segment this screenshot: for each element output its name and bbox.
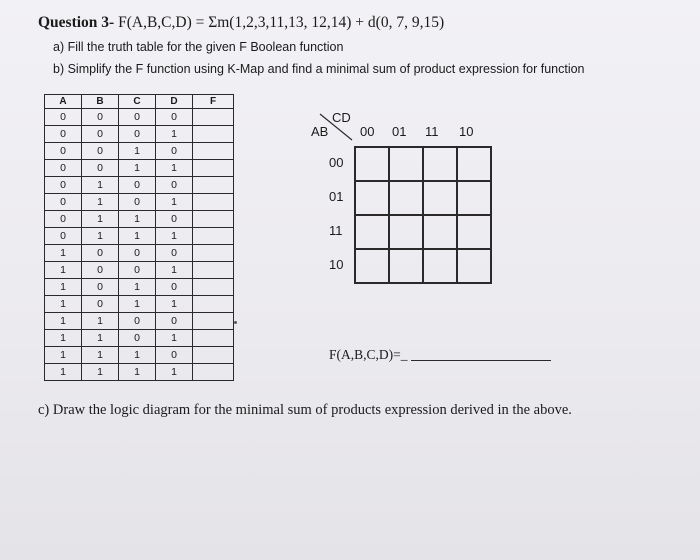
table-cell: 0 — [82, 296, 119, 313]
table-row — [45, 126, 234, 143]
table-row — [45, 228, 234, 245]
table-cell: 1 — [82, 194, 119, 211]
table-cell: 0 — [45, 177, 82, 194]
kmap-cell[interactable] — [389, 181, 423, 215]
table-row — [45, 347, 234, 364]
table-cell: 0 — [82, 245, 119, 262]
table-cell: 0 — [45, 194, 82, 211]
table-row — [45, 330, 234, 347]
kmap-row-label: 01 — [329, 189, 344, 204]
kmap-cell[interactable] — [423, 249, 457, 283]
table-cell: 1 — [156, 262, 193, 279]
kmap-cell[interactable] — [355, 181, 389, 215]
table-row — [45, 109, 234, 126]
kmap-col-label: 11 — [425, 124, 439, 139]
part-b-instruction: b) Simplify the F function using K-Map and find a minimal sum of product expression for function — [53, 62, 585, 76]
output-cell[interactable] — [193, 364, 234, 381]
part-a-instruction: a) Fill the truth table for the given F Boolean function — [53, 40, 344, 54]
table-cell: 1 — [82, 364, 119, 381]
table-cell: 1 — [119, 364, 156, 381]
output-cell[interactable] — [193, 279, 234, 296]
question-number: Question 3- — [38, 14, 115, 31]
table-cell: 0 — [119, 245, 156, 262]
table-cell: 0 — [45, 143, 82, 160]
header-a: A — [45, 95, 82, 109]
kmap-row-variable: AB — [311, 124, 329, 139]
output-cell[interactable] — [193, 262, 234, 279]
table-cell: 1 — [156, 194, 193, 211]
kmap-cell[interactable] — [389, 215, 423, 249]
table-cell: 0 — [45, 160, 82, 177]
table-cell: 0 — [119, 194, 156, 211]
kmap-cell[interactable] — [355, 147, 389, 181]
table-cell: 0 — [119, 262, 156, 279]
table-row — [45, 364, 234, 381]
answer-blank-line[interactable] — [411, 360, 551, 361]
table-cell: 0 — [45, 126, 82, 143]
table-cell: 1 — [119, 228, 156, 245]
table-cell: 1 — [156, 364, 193, 381]
output-cell[interactable] — [193, 143, 234, 160]
kmap-grid — [354, 146, 492, 284]
kmap-col-label: 10 — [459, 124, 474, 139]
question-function: F(A,B,C,D) = Σm(1,2,3,11,13, 12,14) + d(0, 7, 9,15) — [114, 14, 445, 31]
header-c: C — [119, 95, 156, 109]
table-cell: 0 — [156, 279, 193, 296]
table-cell: 0 — [119, 330, 156, 347]
table-cell: 1 — [82, 211, 119, 228]
table-cell: 0 — [82, 109, 119, 126]
output-cell[interactable] — [193, 330, 234, 347]
table-cell: 1 — [119, 279, 156, 296]
kmap-cell[interactable] — [389, 249, 423, 283]
output-cell[interactable] — [193, 347, 234, 364]
output-cell[interactable] — [193, 245, 234, 262]
table-cell: 0 — [119, 109, 156, 126]
table-cell: 1 — [82, 228, 119, 245]
table-row — [45, 143, 234, 160]
table-row — [45, 211, 234, 228]
kmap-cell[interactable] — [457, 181, 491, 215]
table-cell: 1 — [156, 296, 193, 313]
table-cell: 0 — [45, 211, 82, 228]
table-row — [45, 177, 234, 194]
header-b: B — [82, 95, 119, 109]
kmap-cell[interactable] — [355, 215, 389, 249]
table-cell: 1 — [45, 330, 82, 347]
kmap-cell[interactable] — [423, 181, 457, 215]
table-cell: 1 — [156, 160, 193, 177]
table-cell: 0 — [156, 347, 193, 364]
output-cell[interactable] — [193, 228, 234, 245]
table-row — [45, 313, 234, 330]
table-cell: 0 — [156, 143, 193, 160]
kmap-cell[interactable] — [423, 147, 457, 181]
table-cell: 0 — [45, 228, 82, 245]
table-cell: 1 — [156, 330, 193, 347]
question-title — [38, 14, 444, 32]
table-cell: 1 — [119, 143, 156, 160]
output-cell[interactable] — [193, 160, 234, 177]
output-cell[interactable] — [193, 126, 234, 143]
table-cell: 1 — [45, 245, 82, 262]
kmap-cell[interactable] — [423, 215, 457, 249]
table-cell: 0 — [119, 126, 156, 143]
truth-table — [44, 94, 234, 381]
truth-table-header — [45, 95, 234, 109]
stray-mark — [234, 321, 237, 324]
table-cell: 0 — [156, 245, 193, 262]
table-row — [45, 279, 234, 296]
table-cell: 1 — [82, 330, 119, 347]
table-cell: 1 — [156, 126, 193, 143]
table-cell: 0 — [82, 143, 119, 160]
table-cell: 0 — [82, 279, 119, 296]
table-row — [45, 160, 234, 177]
table-cell: 1 — [45, 364, 82, 381]
kmap-cell[interactable] — [457, 249, 491, 283]
table-cell: 0 — [156, 109, 193, 126]
table-cell: 1 — [82, 347, 119, 364]
table-cell: 1 — [119, 211, 156, 228]
table-cell: 1 — [119, 347, 156, 364]
table-cell: 1 — [82, 313, 119, 330]
table-cell: 1 — [45, 262, 82, 279]
kmap-row-label: 10 — [329, 257, 344, 272]
answer-label: F(A,B,C,D)=_ — [329, 347, 408, 362]
kmap-cell[interactable] — [389, 147, 423, 181]
table-cell: 1 — [119, 296, 156, 313]
kmap-col-label: 01 — [392, 124, 407, 139]
table-cell: 1 — [45, 296, 82, 313]
kmap-row-label: 00 — [329, 155, 344, 170]
part-c-instruction: c) Draw the logic diagram for the minimal sum of products expression derived in the above. — [38, 402, 572, 418]
table-cell: 0 — [119, 177, 156, 194]
table-cell: 0 — [119, 313, 156, 330]
table-row — [45, 262, 234, 279]
table-cell: 0 — [82, 160, 119, 177]
table-cell: 0 — [156, 211, 193, 228]
table-cell: 0 — [82, 262, 119, 279]
table-cell: 1 — [45, 313, 82, 330]
table-row — [45, 194, 234, 211]
table-row — [45, 245, 234, 262]
table-cell: 1 — [156, 228, 193, 245]
table-cell: 0 — [45, 109, 82, 126]
output-cell[interactable] — [193, 194, 234, 211]
kmap-cell[interactable] — [355, 249, 389, 283]
table-cell: 1 — [82, 177, 119, 194]
kmap-cell[interactable] — [457, 215, 491, 249]
table-cell: 1 — [45, 279, 82, 296]
header-f: F — [193, 95, 234, 109]
kmap-row-label: 11 — [329, 223, 343, 238]
table-cell: 0 — [82, 126, 119, 143]
table-cell: 1 — [119, 160, 156, 177]
header-d: D — [156, 95, 193, 109]
output-cell[interactable] — [193, 211, 234, 228]
table-cell: 0 — [156, 177, 193, 194]
table-cell: 0 — [156, 313, 193, 330]
table-cell: 1 — [45, 347, 82, 364]
output-cell[interactable] — [193, 296, 234, 313]
kmap-col-variable: CD — [332, 110, 351, 125]
kmap-col-label: 00 — [360, 124, 375, 139]
output-cell[interactable] — [193, 177, 234, 194]
kmap-cell[interactable] — [457, 147, 491, 181]
output-cell[interactable] — [193, 109, 234, 126]
table-row — [45, 296, 234, 313]
output-cell[interactable] — [193, 313, 234, 330]
